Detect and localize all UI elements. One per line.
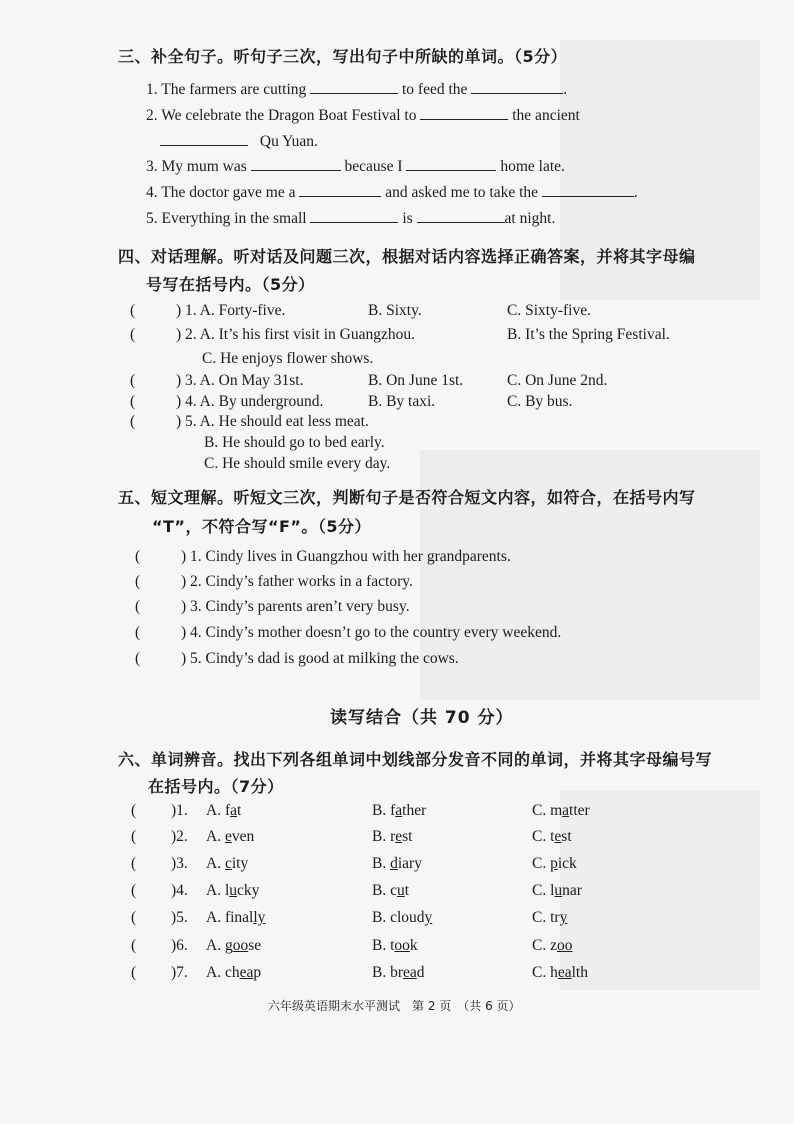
sec4-q5-b: B. He should go to bed early. — [204, 434, 385, 451]
option-text: C. l — [532, 882, 555, 899]
sec4-q2-c: C. He enjoys flower shows. — [202, 350, 374, 367]
sec6-q3-option-c — [532, 855, 577, 873]
underlined-letters: c — [224, 855, 232, 872]
option-text: A. l — [206, 882, 230, 899]
sec6-q5-option-b — [372, 909, 432, 927]
sec6-q3-paren: ( — [131, 855, 137, 872]
section-6-title-line2: 在括号内。（7分） — [148, 777, 284, 796]
sec4-q1: ( — [130, 302, 136, 319]
underlined-letters: oo — [556, 937, 573, 954]
underlined-letters: a — [562, 802, 570, 819]
option-text: t — [237, 802, 242, 819]
sec3-q4: 4. The doctor gave me a and asked me to take the . — [146, 184, 638, 201]
option-text: B. c — [372, 882, 397, 899]
sec6-q2-option-c — [532, 828, 572, 846]
underlined-letters: ea — [403, 964, 417, 981]
option-text: iary — [397, 855, 422, 872]
sec4-q1-a: ) 1. A. Forty-five. — [176, 302, 286, 319]
underlined-letters: p — [550, 855, 558, 872]
option-text: ther — [402, 802, 427, 819]
option-text: t — [404, 882, 410, 899]
option-text: ity — [231, 855, 249, 872]
sec6-q6-option-c — [532, 937, 572, 955]
option-text: se — [248, 937, 262, 954]
answer-blank[interactable] — [420, 105, 508, 120]
sec5-q5: ) 5. Cindy’s dad is good at milking the cows. — [181, 650, 459, 667]
underlined-letters: u — [229, 882, 237, 899]
page-footer: 六年级英语期末水平测试 第 2 页 （共 6 页） — [268, 999, 521, 1013]
option-text: st — [561, 828, 572, 845]
option-text: tter — [569, 802, 590, 819]
section-5-title-line2: “T”，不符合写“F”。（5分） — [152, 517, 372, 536]
sec5-q2-paren: ( — [135, 573, 141, 590]
option-text: A. ch — [206, 964, 240, 981]
sec6-q1-option-c — [532, 802, 590, 820]
sec6-q1-number: )1. — [171, 802, 188, 819]
option-text: C. h — [532, 964, 558, 981]
sec4-q3-c: C. On June 2nd. — [507, 372, 608, 389]
option-text: st — [402, 828, 413, 845]
underlined-letters: e — [395, 828, 403, 845]
sec6-q5-option-a — [206, 909, 265, 927]
sec4-q2-b: B. It’s the Spring Festival. — [507, 326, 670, 343]
option-text: B. r — [372, 828, 396, 845]
section-6-title: 六、单词辨音。找出下列各组单词中划线部分发音不同的单词，并将其字母编号写 — [118, 750, 713, 769]
sec5-q3: ) 3. Cindy’s parents aren’t very busy. — [181, 598, 410, 615]
sec4-q1-b: B. Sixty. — [368, 302, 422, 319]
option-text: nar — [562, 882, 582, 899]
sec5-q4: ) 4. Cindy’s mother doesn’t go to the country every weekend. — [181, 624, 562, 641]
sec6-q4-option-c — [532, 882, 582, 900]
sec3-q3: 3. My mum was because I home late. — [146, 158, 565, 175]
answer-blank[interactable] — [542, 182, 634, 197]
sec4-q4-b: B. By taxi. — [368, 393, 436, 410]
sec4-q5-c: C. He should smile every day. — [204, 455, 391, 472]
sec4-q3: ( — [130, 372, 136, 389]
sec6-q7-option-c — [532, 964, 588, 982]
underlined-letters: ea — [239, 964, 254, 981]
sec6-q4-number: )4. — [171, 882, 188, 899]
sec6-q7-option-b — [372, 964, 425, 982]
answer-blank[interactable] — [160, 131, 248, 146]
underlined-letters: a — [395, 802, 403, 819]
sec6-q6-option-b — [372, 937, 418, 955]
option-text: d — [416, 964, 425, 981]
underlined-letters: ly — [253, 909, 266, 926]
option-text: C. z — [532, 937, 557, 954]
sec6-q1-option-a — [206, 802, 241, 820]
sec6-q4-option-b — [372, 882, 409, 900]
answer-blank[interactable] — [310, 79, 398, 94]
option-text: A. — [206, 828, 225, 845]
part-title: 读写结合（共 70 分） — [330, 708, 514, 728]
answer-blank[interactable] — [471, 79, 563, 94]
option-text: C. t — [532, 828, 555, 845]
option-text: A. f — [206, 802, 231, 819]
sec5-q3-paren: ( — [135, 598, 141, 615]
sec6-q1-option-b — [372, 802, 426, 820]
sec5-q1: ) 1. Cindy lives in Guangzhou with her grandparents. — [181, 548, 511, 565]
sec3-q5: 5. Everything in the small is at night. — [146, 210, 556, 227]
option-text: A. final — [206, 909, 254, 926]
option-text: C. — [532, 855, 551, 872]
underlined-letters: a — [230, 802, 237, 819]
option-text: ven — [231, 828, 255, 845]
answer-blank[interactable] — [310, 208, 398, 223]
sec6-q3-option-b — [372, 855, 422, 873]
sec6-q4-option-a — [206, 882, 259, 900]
underlined-letters: oo — [232, 937, 249, 954]
underlined-letters: e — [554, 828, 562, 845]
answer-blank[interactable] — [251, 156, 341, 171]
option-text: lth — [571, 964, 588, 981]
sec6-q2-paren: ( — [131, 828, 137, 845]
sec4-q4: ( — [130, 393, 136, 410]
option-text: p — [253, 964, 262, 981]
sec4-q5-a: ) 5. A. He should eat less meat. — [176, 413, 369, 430]
sec4-q4-a: ) 4. A. By underground. — [176, 393, 324, 410]
answer-blank[interactable] — [417, 208, 505, 223]
sec6-q1-paren: ( — [131, 802, 137, 819]
sec4-q2: ( — [130, 326, 136, 343]
section-5-title: 五、短文理解。听短文三次，判断句子是否符合短文内容，如符合，在括号内写 — [118, 488, 696, 507]
underlined-letters: u — [554, 882, 563, 899]
sec4-q5: ( — [130, 413, 136, 430]
option-text: A. g — [206, 937, 233, 954]
underlined-letters: y — [559, 909, 568, 926]
option-text: B. f — [372, 802, 396, 819]
sec6-q6-paren: ( — [131, 937, 137, 954]
sec5-q4-paren: ( — [135, 624, 141, 641]
sec5-q1-paren: ( — [135, 548, 141, 565]
option-text: C. tr — [532, 909, 560, 926]
sec6-q5-number: )5. — [171, 909, 188, 926]
option-text: B. cloud — [372, 909, 425, 926]
section-4-title: 四、对话理解。听对话及问题三次，根据对话内容选择正确答案，并将其字母编 — [118, 247, 696, 266]
underlined-letters: oo — [394, 937, 410, 954]
sec6-q2-option-a — [206, 828, 254, 846]
sec3-q2-line2: Qu Yuan. — [160, 131, 318, 151]
sec6-q3-number: )3. — [171, 855, 188, 872]
option-text: cky — [237, 882, 260, 899]
sec6-q2-number: )2. — [171, 828, 188, 845]
option-text: k — [409, 937, 418, 954]
sec6-q5-paren: ( — [131, 909, 137, 926]
option-text: C. m — [532, 802, 563, 819]
answer-blank[interactable] — [299, 182, 381, 197]
sec4-q4-c: C. By bus. — [507, 393, 573, 410]
sec6-q3-option-a — [206, 855, 248, 873]
option-text: B. br — [372, 964, 403, 981]
sec4-q2-a: ) 2. A. It’s his first visit in Guangzhou. — [176, 326, 415, 343]
option-text: B. — [372, 855, 391, 872]
underlined-letters: d — [390, 855, 398, 872]
sec5-q2: ) 2. Cindy’s father works in a factory. — [181, 573, 413, 590]
sec4-q3-b: B. On June 1st. — [368, 372, 464, 389]
section-3-title: 三、补全句子。听句子三次，写出句子中所缺的单词。（5分） — [118, 47, 568, 66]
sec6-q7-option-a — [206, 964, 261, 982]
underlined-letters: y — [424, 909, 433, 926]
sec6-q7-paren: ( — [131, 964, 137, 981]
section-4-title-line2: 号写在括号内。（5分） — [146, 275, 315, 294]
underlined-letters: ea — [557, 964, 572, 981]
sec6-q2-option-b — [372, 828, 412, 846]
sec6-q4-paren: ( — [131, 882, 137, 899]
sec5-q5-paren: ( — [135, 650, 141, 667]
bleed-through-shade — [557, 790, 760, 990]
underlined-letters: u — [396, 882, 405, 899]
sec6-q5-option-c — [532, 909, 567, 927]
sec3-q1: 1. The farmers are cutting to feed the . — [146, 81, 568, 98]
option-text: A. — [206, 855, 225, 872]
sec6-q6-number: )6. — [171, 937, 188, 954]
underlined-letters: e — [224, 828, 232, 845]
sec6-q6-option-a — [206, 937, 261, 955]
answer-blank[interactable] — [406, 156, 496, 171]
sec4-q3-a: ) 3. A. On May 31st. — [176, 372, 304, 389]
option-text: B. t — [372, 937, 395, 954]
option-text: ick — [557, 855, 577, 872]
sec6-q7-number: )7. — [171, 964, 188, 981]
sec4-q1-c: C. Sixty-five. — [507, 302, 591, 319]
sec3-q2: 2. We celebrate the Dragon Boat Festival to the ancient — [146, 107, 580, 124]
